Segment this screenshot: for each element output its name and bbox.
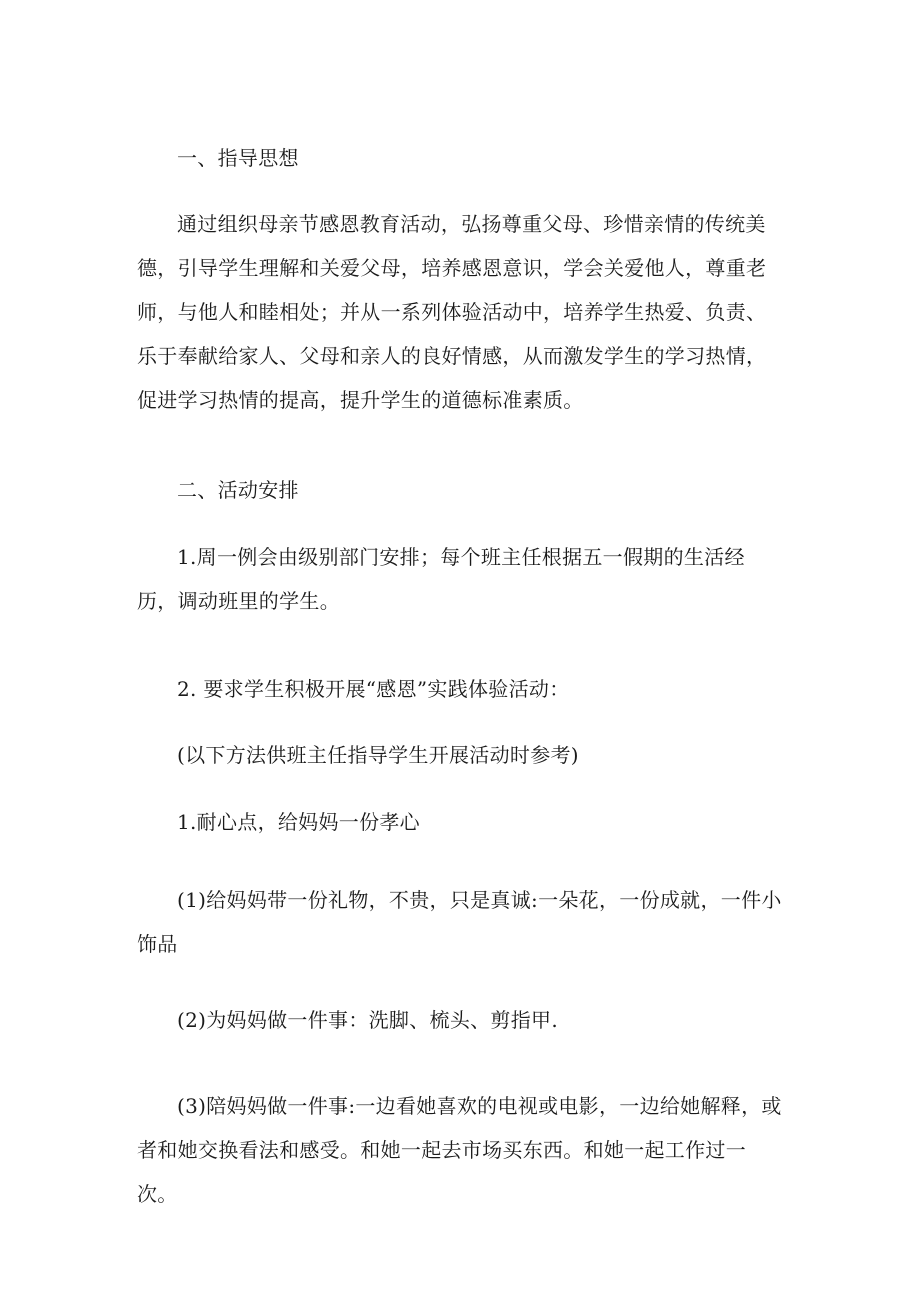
arrangement-item-2: 2. 要求学生积极开展“感恩”实践体验活动： [177, 677, 570, 701]
arrangement-item-1: 1.周一例会由级别部门安排；每个班主任根据五一假期的生活经历，调动班里的学生。 [137, 545, 745, 613]
sub-heading-patience: 1.耐心点，给妈妈一份孝心 [177, 810, 420, 834]
sub-item-2: (2)为妈妈做一件事：洗脚、梳头、剪指甲. [177, 1008, 558, 1032]
section-heading-guiding-ideology: 一、指导思想 [177, 146, 299, 170]
reference-note: (以下方法供班主任指导学生开展活动时参考) [177, 743, 579, 767]
guiding-ideology-paragraph: 通过组织母亲节感恩教育活动，弘扬尊重父母、珍惜亲情的传统美德，引导学生理解和关爱父母，培养感恩意识，学会关爱他人，尊重老师，与他人和睦相处；并从一系列体验活动中，培养学生热爱、负责、乐于奉献给家人、父母和亲人的良好情感，从而激发学生的学习热情，促进学习热情的提高，提升学生的道德标准素质。 [137, 212, 767, 412]
sub-item-1: (1)给妈妈带一份礼物，不贵，只是真诚:一朵花，一份成就，一件小饰品 [137, 888, 782, 956]
sub-item-3: (3)陪妈妈做一件事:一边看她喜欢的电视或电影，一边给她解释，或者和她交换看法和感受。和她一起去市场买东西。和她一起工作过一次。 [137, 1094, 782, 1206]
section-heading-activity-arrangement: 二、活动安排 [177, 478, 299, 502]
